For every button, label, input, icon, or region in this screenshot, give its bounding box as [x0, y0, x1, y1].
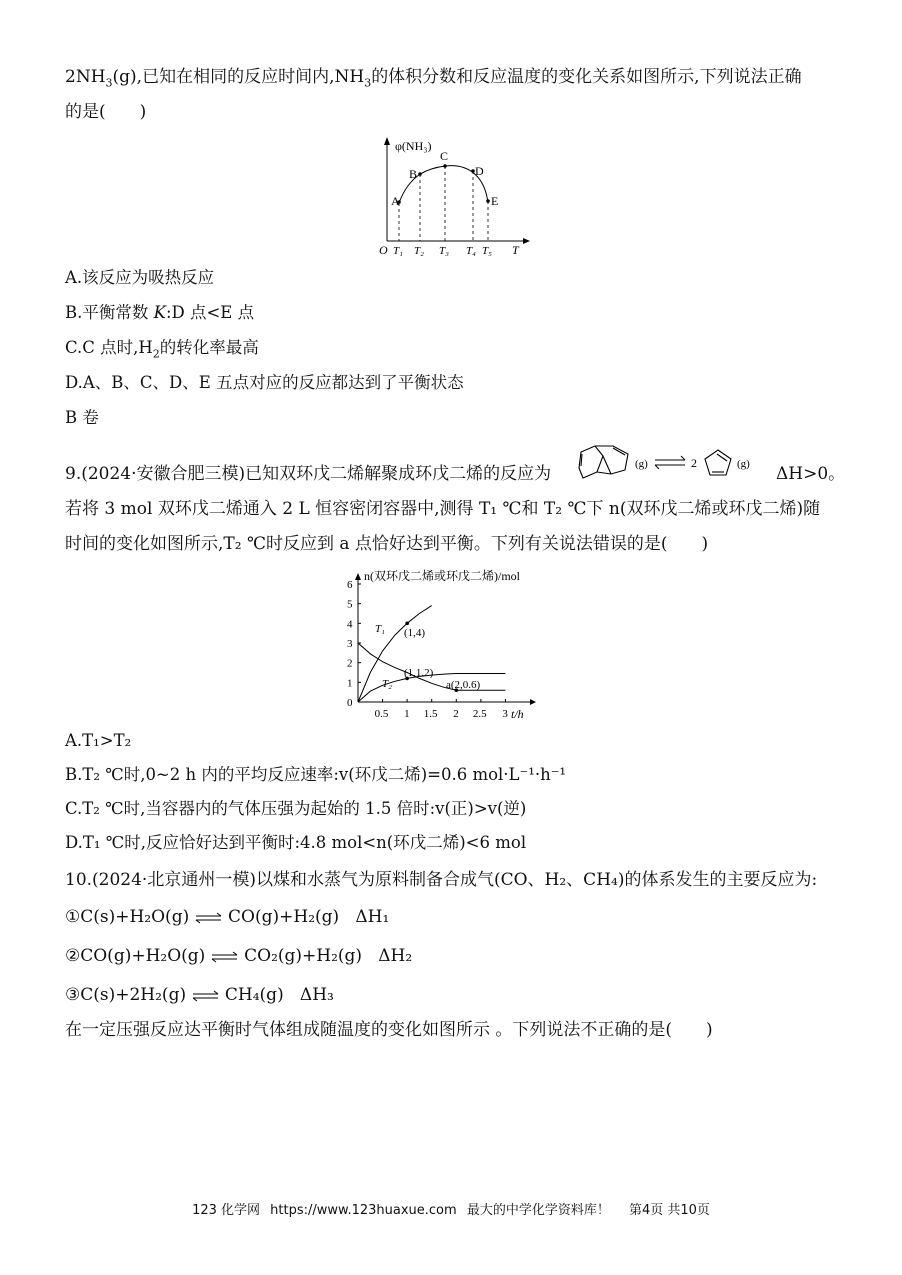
q8-option-c: C.C 点时$,H_2$的转化率最高: [65, 338, 259, 361]
y-tick-label: 4: [347, 618, 353, 631]
q8-option-c-a: C.C 点时,H: [65, 338, 153, 357]
q10-reaction-2: [65, 945, 412, 967]
q10-r3-right: CH₄(g): [224, 985, 284, 1005]
q9-delta-h: ΔH>0。: [776, 464, 846, 484]
y-tick-label: 1: [347, 677, 353, 690]
y-tick-label: 5: [347, 598, 353, 611]
q8-option-c-b: 的转化率最高: [159, 338, 259, 357]
q8-tick-t3: T₃: [439, 245, 449, 257]
x-tick-label: 1: [404, 708, 410, 720]
q8-tick-t2: T₂: [414, 245, 424, 257]
q10-r1-right: CO(g)+H₂(g): [228, 907, 340, 927]
series-line-0: [358, 606, 432, 702]
footer-page-number: 第4页 共10页: [628, 1203, 710, 1218]
q9-chart: [340, 566, 540, 724]
q8-option-d: D.A、B、C、D、E 五点对应的反应都达到了平衡状态: [65, 373, 464, 392]
q10-r3-left: ③C(s)+2H₂(g): [65, 985, 187, 1005]
q10-r3-dh: ΔH₃: [299, 985, 334, 1005]
q8-tick-t1: T₁: [393, 245, 403, 257]
x-tick-label: 2: [453, 708, 459, 720]
q9-stem-line1: [65, 463, 551, 485]
q9-option-b: B.T₂ ℃时,0~2 h 内的平均反应速率:v(环戊二烯)=0.6 mol·L⁻¹·h⁻¹: [65, 765, 567, 784]
q8-ylabel: φ(NH₃): [395, 139, 432, 153]
q9-text-a: 9.(2024·安徽合肥三模)已知双环戊二烯解聚成环戊二烯的反应为: [65, 464, 552, 484]
q8-point-d: D: [475, 164, 484, 178]
q10-r2-left: ②CO(g)+H₂O(g): [65, 946, 206, 966]
y-tick-label: 2: [347, 657, 353, 670]
chart-ticks: [347, 579, 508, 720]
y-tick-label: 6: [347, 579, 353, 591]
q9-stem-line3: 时间的变化如图所示,T₂ ℃时反应到 a 点恰好达到平衡。下列有关说法错误的是( ): [65, 534, 709, 554]
dicyclopentadiene-structure: [579, 446, 628, 478]
x-axis-arrow: [530, 699, 536, 705]
q10-stem-last: 在一定压强反应达平衡时气体组成随温度的变化如图所示 。下列说法不正确的是( ): [65, 1020, 713, 1040]
y-tick-label: 0: [347, 697, 353, 709]
q8-option-a: A.该反应为吸热反应: [65, 268, 215, 287]
data-point-0: [405, 622, 409, 626]
q9-g2: (g): [737, 458, 750, 470]
q8-point-c: C: [440, 149, 449, 163]
footer-slogan: 最大的中学化学资料库！: [466, 1203, 610, 1218]
q8-xlabel: T: [512, 243, 519, 257]
q8-text-b: (g),已知在相同的反应时间内,NH: [112, 67, 365, 87]
q8-stem-line1: $2NH_3(g)$,已知在相同的反应时间内$,NH_3$的体积分数和反应温度的变化关系如图所示,下列说法正确: [65, 67, 802, 90]
q8-option-b-a: B.平衡常数: [65, 303, 154, 322]
q10-reaction-3: [65, 984, 334, 1006]
q9-option-a: A.T₁>T₂: [65, 731, 132, 750]
equilibrium-arrow-icon: [211, 951, 239, 963]
cyclopentadiene-structure: [705, 450, 731, 475]
q8-tick-t4: T₄: [466, 245, 476, 257]
q9-stem-line2: 若将 3 mol 双环戊二烯通入 2 L 恒容密闭容器中,测得 T₁ ℃和 T₂ ℃下 n(双环戊二烯或环戊二烯)随: [65, 499, 821, 519]
chart-annotation-a: a(2,0.6): [446, 679, 481, 691]
chart-xlabel: t/h: [511, 707, 524, 721]
y-tick-label: 3: [347, 638, 353, 650]
q8-option-b-k: K: [153, 303, 166, 322]
q8-tick-t5: T₅: [482, 245, 492, 257]
equilibrium-arrow-icon: [192, 990, 220, 1002]
q9-coefficient: 2: [691, 456, 697, 470]
q8-point-e: E: [491, 194, 499, 208]
q9-option-d: D.T₁ ℃时,反应恰好达到平衡时:4.8 mol<n(环戊二烯)<6 mol: [65, 833, 527, 852]
chart-title: n(双环戊二烯或环戊二烯)/mol: [364, 569, 520, 583]
q8-point-a: A: [391, 194, 400, 208]
q9-reaction-figure: [573, 440, 773, 488]
q8-point-b: B: [409, 167, 418, 181]
q10-r1-dh: ΔH₁: [355, 907, 390, 927]
equilibrium-arrow-icon: [195, 912, 223, 924]
q8-text-c: 的体积分数和反应温度的变化关系如图所示,下列说法正确: [371, 67, 802, 87]
equilibrium-arrow: [655, 456, 685, 469]
q10-r2-dh: ΔH₂: [378, 946, 413, 966]
chart-annotation-1-1.2: (1,1.2): [404, 667, 434, 679]
footer-site-name: 123 化学网: [192, 1203, 261, 1218]
q8-origin: O: [379, 243, 388, 257]
q10-r1-left: ①C(s)+H₂O(g): [65, 907, 190, 927]
q10-r2-right: CO₂(g)+H₂(g): [244, 946, 363, 966]
page-footer: [0, 1199, 902, 1218]
q9-g1: (g): [635, 458, 648, 470]
q8-option-b: [65, 302, 254, 324]
chart-annotation-t1: T₁: [375, 623, 385, 635]
q9-option-c: C.T₂ ℃时,当容器内的气体压强为起始的 1.5 倍时:v(正)>v(逆): [65, 799, 527, 818]
q8-figure: [375, 133, 535, 258]
q10-stem-line1: 10.(2024·北京通州一模)以煤和水蒸气为原料制备合成气(CO、H₂、CH₄)的体系发生的主要反应为:: [65, 870, 818, 890]
chart-annotation-1-4: (1,4): [404, 627, 426, 639]
chart-annotation-t2: T₂: [382, 678, 392, 690]
q8-option-b-b: :D 点<E 点: [165, 303, 255, 322]
q10-reaction-1: [65, 906, 389, 928]
x-tick-label: 0.5: [374, 708, 389, 720]
x-tick-label: 3: [502, 708, 508, 720]
q8-text-a: 2NH: [65, 67, 106, 87]
section-b-title: B 卷: [65, 408, 99, 427]
q8-stem-line2: 的是( ): [65, 102, 147, 122]
footer-url-link[interactable]: https://www.123huaxue.com: [270, 1203, 457, 1218]
y-axis-arrow: [355, 573, 361, 580]
x-tick-label: 2.5: [472, 708, 487, 720]
chart-series: [358, 606, 505, 702]
x-tick-label: 1.5: [423, 708, 438, 720]
